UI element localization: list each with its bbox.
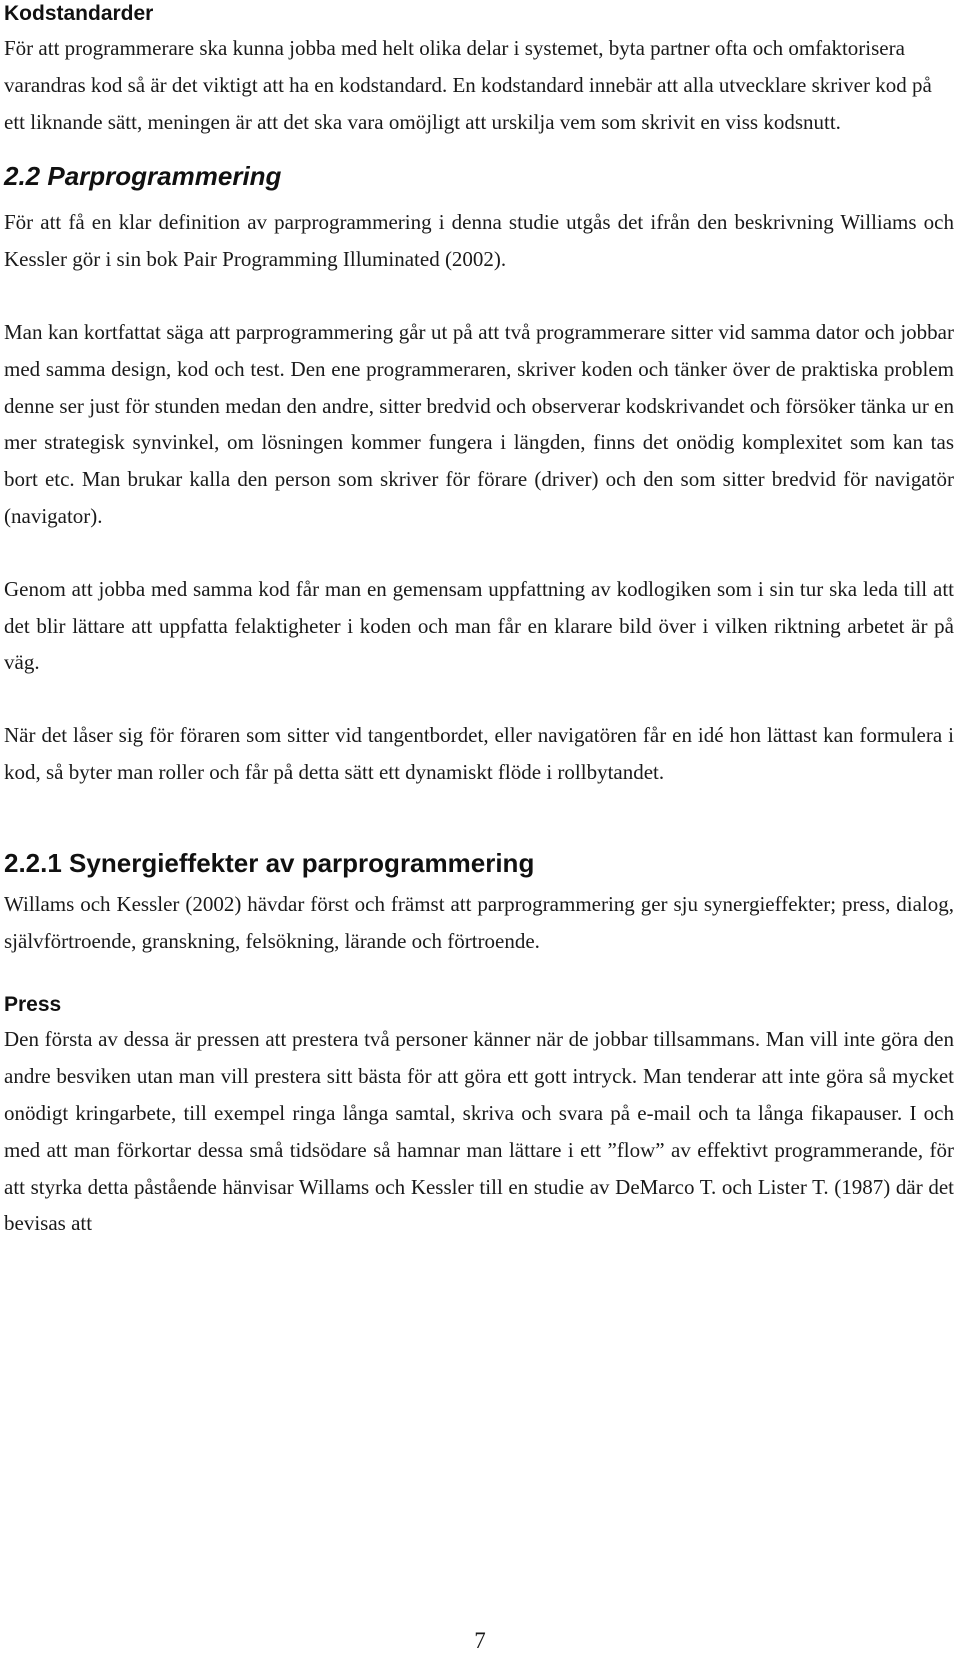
page-number: 7 xyxy=(474,1628,486,1653)
paragraph-parprogrammering-shared-code: Genom att jobba med samma kod får man en gemensam uppfattning av kodlogiken som i sin tur ska leda till att det blir lättare att uppfatta felaktigheter i koden och man får en klarare bild över i vilken riktning arbetet är på väg. xyxy=(4,576,954,675)
heading-synergieffekter: 2.2.1 Synergieffekter av parprogrammering xyxy=(4,847,535,878)
heading-parprogrammering: 2.2 Parprogrammering xyxy=(4,161,282,192)
paragraph-synergieffekter: Willams och Kessler (2002) hävdar först och främst att parprogrammering ger sju synergieffekter; press, dialog, självförtroende, granskning, felsökning, lärande och förtroende. xyxy=(4,891,954,953)
paragraph-parprogrammering-description: Man kan kortfattat säga att parprogrammering går ut på att två programmerare sitter vid samma dator och jobbar med samma design, kod och test. Den ene programmeraren, skriver koden och tänker över de praktiska problem denne ser just för stunden medan den andre, sitter bredvid och observerar kodskrivandet och försöker tänka ur en mer strategisk synvinkel, om lösningen kommer fungera i längden, finns det onödig komplexitet som kan tas bort etc. Man brukar kalla den person som skriver för förare (driver) och den som sitter bredvid för navigatör (navigator). xyxy=(4,319,954,528)
paragraph-press: Den första av dessa är pressen att prestera två personer känner när de jobbar tillsammans. Man vill inte göra den andre besviken utan man vill prestera sitt bästa för att göra ett gott intryck. Man tenderar att inte göra så mycket onödigt kringarbete, till exempel ringa långa samtal, skriva och svara på e-mail och ta långa fikapauser. I och med att man förkortar dessa små tidsödare så hamnar man lättare i ett ”flow” av effektivt programmerande, för att styrka detta påstående hänvisar Willams och Kessler till en studie av DeMarco T. och Lister T. (1987) där det bevisas att xyxy=(4,1027,954,1236)
heading-press: Press xyxy=(4,993,62,1017)
heading-kodstandarder: Kodstandarder xyxy=(4,2,154,25)
paragraph-kodstandarder: För att programmerare ska kunna jobba med helt olika delar i systemet, byta partner ofta och omfaktorisera varandras kod så är det viktigt att ha en kodstandard. En kodstandard innebär att alla utvecklare skriver kod på ett liknande sätt, meningen är att det ska vara omöjligt att urskilja vem som skrivit en viss kodsnutt. xyxy=(4,36,932,134)
paragraph-parprogrammering-definition: För att få en klar definition av parprogrammering i denna studie utgås det ifrån den beskrivning Williams och Kessler gör i sin bok Pair Programming Illuminated (2002). xyxy=(4,210,954,272)
paragraph-parprogrammering-role-switch: När det låser sig för föraren som sitter vid tangentbordet, eller navigatören får en idé hon lättast kan formulera i kod, så byter man roller och får på detta sätt ett dynamiskt flöde i rollbytandet. xyxy=(4,723,954,784)
page-content xyxy=(4,0,954,1242)
